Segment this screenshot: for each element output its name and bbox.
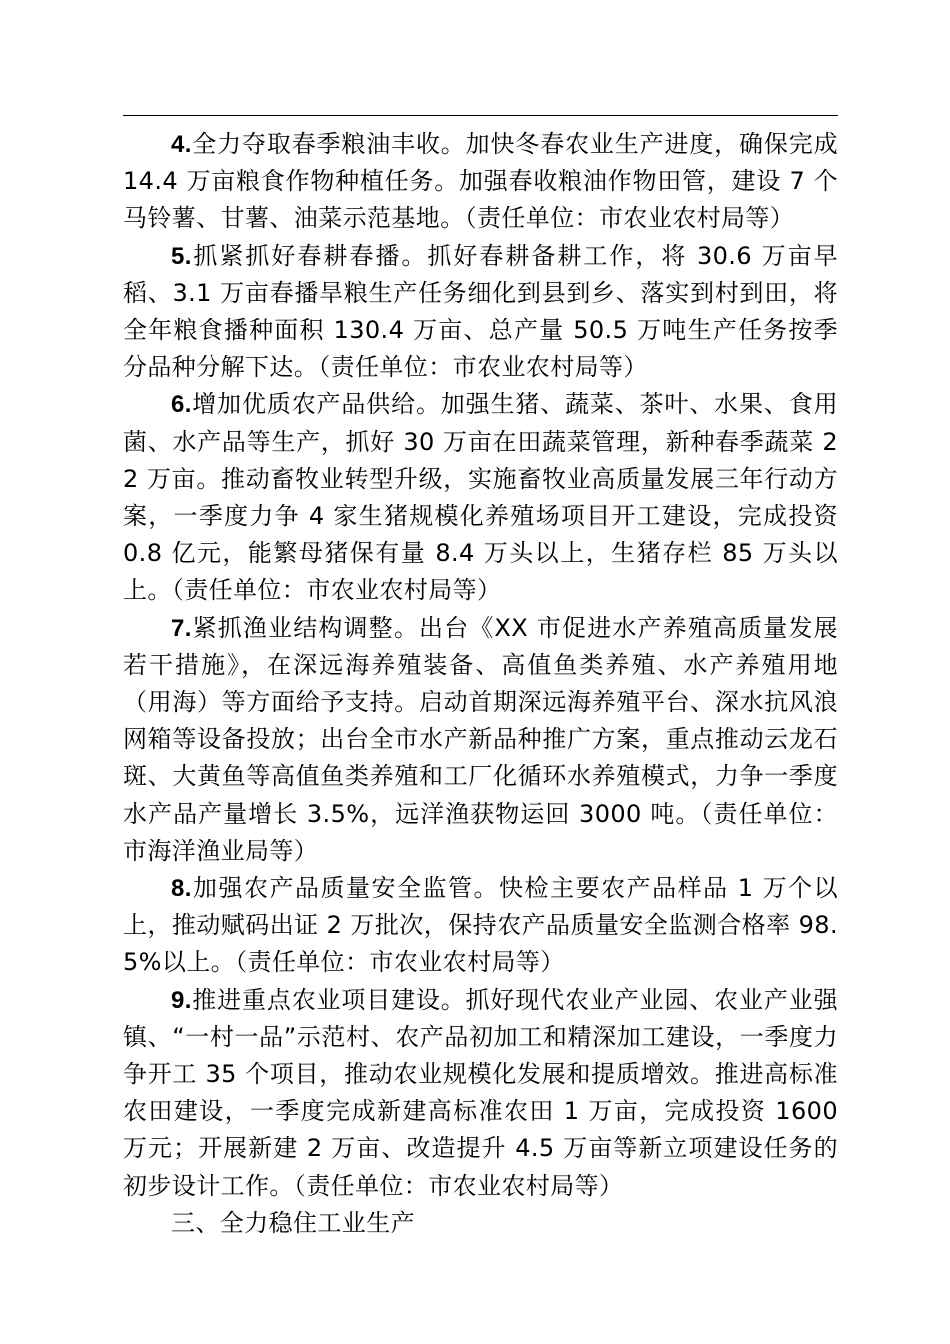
section-heading: 三、全力稳住工业生产 <box>171 1208 415 1237</box>
paragraph-4 <box>123 126 838 238</box>
paragraph-7 <box>123 610 838 870</box>
paragraph-text: 抓紧抓好春耕春播。抓好春耕备耕工作，将 30.6 万亩早稻、3.1 万亩春播旱粮生产任务细化到县到乡、落实到村到田，将全年粮食播种面积 130.4 万亩、总产量 50.5 万吨生产任务按季分品种分解下达。（责任单位：市农业农村局等） <box>123 241 838 382</box>
paragraph-8 <box>123 870 838 982</box>
paragraph-number: 6. <box>171 391 192 419</box>
paragraph-number: 7. <box>171 614 192 642</box>
paragraph-9 <box>123 982 838 1205</box>
paragraph-text: 紧抓渔业结构调整。出台《XX 市促进水产养殖高质量发展若干措施》，在深远海养殖装备、高值鱼类养殖、水产养殖用地（用海）等方面给予支持。启动首期深远海养殖平台、深水抗风浪网箱等设备投放；出台全市水产新品种推广方案，重点推动云龙石斑、大黄鱼等高值鱼类养殖和工厂化循环水养殖模式，力争一季度水产品产量增长 3.5%，远洋渔获物运回 3000 吨。（责任单位：市海洋渔业局等） <box>123 613 838 865</box>
header-rule <box>123 115 838 116</box>
paragraph-text: 增加优质农产品供给。加强生猪、蔬菜、茶叶、水果、食用菌、水产品等生产，抓好 30 万亩在田蔬菜管理，新种春季蔬菜 22 万亩。推动畜牧业转型升级，实施畜牧业高质量发展三年行动方案，一季度力争 4 家生猪规模化养殖场项目开工建设，完成投资 0.8 亿元，能繁母猪保有量 8.4 万头以上，生猪存栏 85 万头以上。（责任单位：市农业农村局等） <box>123 390 838 605</box>
paragraph-5 <box>123 238 838 387</box>
paragraph-number: 8. <box>171 875 192 903</box>
paragraph-text: 推进重点农业项目建设。抓好现代农业产业园、农业产业强镇、“一村一品”示范村、农产品初加工和精深加工建设，一季度力争开工 35 个项目，推动农业规模化发展和提质增效。推进高标准农田建设，一季度完成新建高标准农田 1 万亩，完成投资 1600 万元；开展新建 2 万亩、改造提升 4.5 万亩等新立项建设任务的初步设计工作。（责任单位：市农业农村局等） <box>123 985 838 1200</box>
paragraph-6 <box>123 386 838 609</box>
paragraph-number: 4. <box>171 131 192 158</box>
paragraph-text: 加强农产品质量安全监管。快检主要农产品样品 1 万个以上，推动赋码出证 2 万批次，保持农产品质量安全监测合格率 98.5%以上。（责任单位：市农业农村局等） <box>123 874 838 977</box>
paragraph-number: 9. <box>171 986 192 1014</box>
document-body <box>123 126 838 1242</box>
paragraph-number: 5. <box>171 242 192 270</box>
paragraph-text: 全力夺取春季粮油丰收。加快冬春农业生产进度，确保完成 14.4 万亩粮食作物种植任务。加强春收粮油作物田管，建设 7 个马铃薯、甘薯、油菜示范基地。（责任单位：市农业农村局等） <box>123 130 838 233</box>
